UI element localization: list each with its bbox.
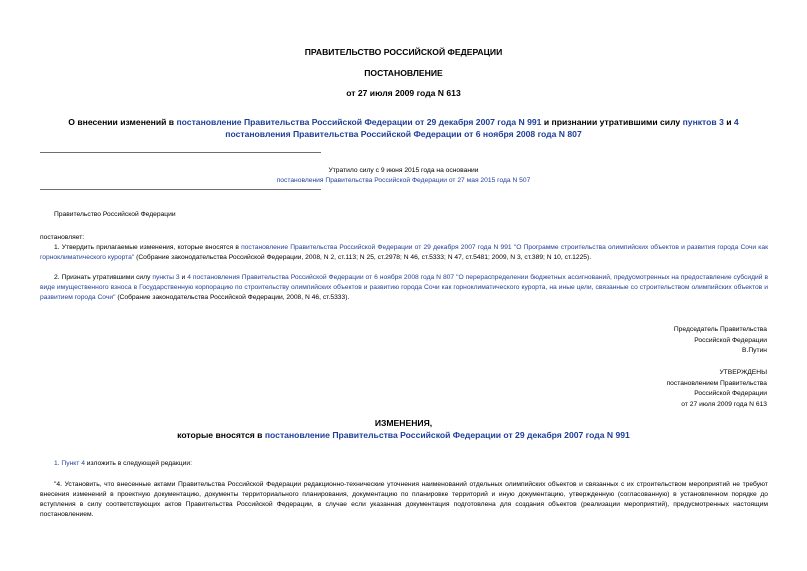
paragraph-2 bbox=[40, 273, 768, 303]
paragraph-2-link-item-3[interactable]: пункты 3 bbox=[152, 274, 180, 281]
document-title bbox=[40, 116, 767, 140]
changes-quote: "4. Установить, что внесенные актами Правительства Российской Федерации редакционно-технические уточнения наименований отдельных олимпийских объектов и связанных с их строительством мероприятий не требуют внесения изменений в проектную документацию, документы территориального планирования, документацию по планировке территорий и иную документацию, утвержденную (согласованную) в установленном порядке до вступления в силу соответствующих актов Правительства Российской Федерации, в случае если указанная документация подготовлена для создания объектов (реализации мероприятий), предусмотренных настоящим постановлением. bbox=[40, 481, 768, 518]
validity-note-text: Утратило силу с 9 июня 2015 года на основании bbox=[328, 167, 479, 174]
changes-item-1 bbox=[40, 459, 768, 469]
signature-name: В.Путин bbox=[742, 347, 767, 354]
government-header: ПРАВИТЕЛЬСТВО РОССИЙСКОЙ ФЕДЕРАЦИИ bbox=[304, 47, 503, 57]
paragraph-1 bbox=[40, 243, 768, 263]
title-text-2: и признании утратившими силу bbox=[541, 117, 683, 127]
divider-top bbox=[40, 152, 321, 153]
paragraph-2-text-c: (Собрание законодательства Российской Федерации, 2008, N 46, ст.5333). bbox=[115, 294, 350, 301]
approval-line-4: от 27 июля 2009 года N 613 bbox=[681, 400, 767, 408]
approval-line-1: УТВЕРЖДЕНЫ bbox=[719, 369, 767, 376]
title-link-decree-807[interactable]: 4 постановления Правительства Российской Федерации от 6 ноября 2008 года N 807 bbox=[225, 117, 739, 139]
signature-country: Российской Федерации bbox=[694, 336, 767, 344]
document-date-number: от 27 июля 2009 года N 613 bbox=[346, 88, 461, 98]
document-type: ПОСТАНОВЛЕНИЕ bbox=[364, 68, 443, 78]
validity-note-link[interactable]: постановления Правительства Российской Федерации от 27 мая 2015 года N 507 bbox=[276, 177, 531, 184]
approval-block bbox=[527, 368, 767, 410]
changes-heading: ИЗМЕНЕНИЯ, bbox=[374, 418, 433, 428]
approval-line-2: постановлением Правительства bbox=[666, 379, 767, 387]
changes-subheading-link[interactable]: постановление Правительства Российской Федерации от 29 декабря 2007 года N 991 bbox=[264, 430, 630, 440]
validity-note bbox=[200, 166, 607, 186]
changes-item-1-link[interactable]: 1. Пункт 4 bbox=[54, 460, 85, 467]
title-text-3: и bbox=[723, 117, 734, 127]
approval-line-3: Российской Федерации bbox=[694, 390, 767, 397]
paragraph-1-text-b: (Собрание законодательства Российской Федерации, 2008, N 2, ст.113; N 25, ст.2978; N 46, ст.5333; N 47, ст.5481; 2009, N 3, ст.389; N 10, ст.1225). bbox=[134, 254, 592, 261]
paragraph-2-text-b: и bbox=[179, 274, 188, 281]
signature-position: Председатель Правительства bbox=[673, 326, 767, 333]
paragraph-1-link[interactable]: постановление Правительства Российской Федерации от 29 декабря 2007 года N 991 "О Программе строительства олимпийских объектов и развития города Сочи как горноклиматического курорта" bbox=[40, 244, 768, 261]
paragraph-2-link-decree-807[interactable]: 4 постановления Правительства Российской Федерации от 6 ноября 2008 года N 807 "О перераспределении бюджетных ассигнований, предусмотренных на предоставление субсидий в виде имущественного взноса в Государственную корпорацию по строительству олимпийских объектов и развитию города Сочи как горноклиматического курорта, на иные цели, связанные со строительством олимпийских объектов и развитием города Сочи" bbox=[40, 274, 768, 301]
changes-item-1-text: изложить в следующей редакции: bbox=[84, 460, 192, 467]
changes-title bbox=[40, 417, 767, 441]
title-link-decree-991[interactable]: постановление Правительства Российской Федерации от 29 декабря 2007 года N 991 bbox=[176, 117, 542, 127]
title-link-item-3[interactable]: пунктов 3 bbox=[682, 117, 724, 127]
title-text-1: О внесении изменений в bbox=[68, 117, 177, 127]
signature-block bbox=[527, 325, 767, 357]
paragraph-1-text-a: 1. Утвердить прилагаемые изменения, которые вносятся в bbox=[54, 244, 242, 251]
changes-subheading bbox=[40, 429, 767, 441]
government-line: Правительство Российской Федерации bbox=[54, 211, 176, 218]
changes-subheading-text: которые вносятся в bbox=[177, 430, 265, 440]
divider-bottom bbox=[40, 189, 321, 190]
paragraph-2-text-a: 2. Признать утратившими силу bbox=[54, 274, 153, 281]
resolves-line: постановляет: bbox=[40, 234, 85, 241]
